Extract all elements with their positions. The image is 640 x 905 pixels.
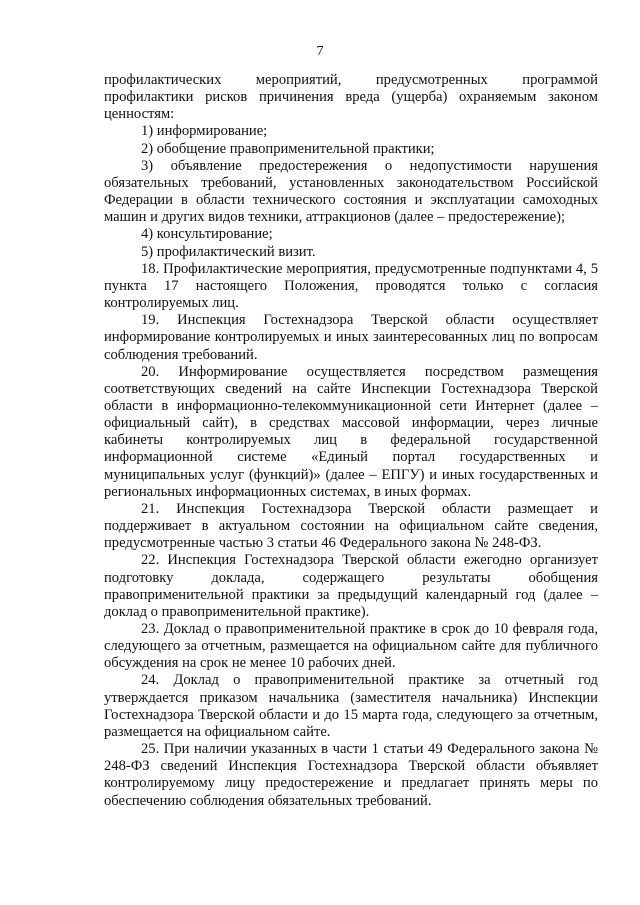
clause-22: 22. Инспекция Гостехнадзора Тверской области ежегодно организует подготовку доклада, содержащего результаты обобщения правоприменительной практики за предыдущий календарный год (далее – доклад о правоприменительной практике). (104, 552, 598, 620)
paragraph-continuation: профилактических мероприятий, предусмотренных программой профилактики рисков причинения вреда (ущерба) охраняемым законом ценностям: (104, 72, 598, 123)
list-item-consulting: 4) консультирование; (141, 226, 273, 243)
clause-25: 25. При наличии указанных в части 1 статьи 49 Федерального закона № 248-ФЗ сведений Инспекция Гостехнадзора Тверской области объявляет контролируемому лицу предостережение и предлагает принять меры по обеспечению соблюдения обязательных требований. (104, 741, 598, 809)
clause-23: 23. Доклад о правоприменительной практике в срок до 10 февраля года, следующего за отчетным, размещается на официальном сайте для публичного обсуждения на срок не менее 10 рабочих дней. (104, 621, 598, 672)
clause-24: 24. Доклад о правоприменительной практике за отчетный год утверждается приказом начальника (заместителя начальника) Инспекции Гостехнадзора Тверской области и до 15 марта года, следующего за отчетным, размещается на официальном сайте. (104, 672, 598, 740)
list-item-visit: 5) профилактический визит. (141, 243, 316, 260)
list-item-warning: 3) объявление предостережения о недопустимости нарушения обязательных требований, установленных законодательством Российской Федерации в области технического состояния и эксплуатации самоходных машин и других видов техники, аттракционов (далее – предостережение); (104, 157, 598, 226)
clause-21: 21. Инспекция Гостехнадзора Тверской области размещает и поддерживает в актуальном состоянии на официальном сайте сведения, предусмотренные частью 3 статьи 46 Федерального закона № 248-ФЗ. (104, 500, 598, 552)
page-number: 7 (316, 44, 324, 59)
clause-19: 19. Инспекция Гостехнадзора Тверской области осуществляет информирование контролируемых и иных заинтересованных лиц по вопросам соблюдения требований. (104, 312, 598, 363)
clause-20: 20. Информирование осуществляется посредством размещения соответствующих сведений на сайте Инспекции Гостехнадзора Тверской области в информационно-телекоммуникационной сети Интернет (далее – официальный сайт), в средствах массовой информации, через личные кабинеты контролируемых лиц в федеральной государственной информационной системе «Единый портал государственных и муниципальных услуг (функций)» (далее – ЕПГУ) и иных государственных и региональных информационных системах, в иных формах. (104, 363, 598, 500)
list-item-generalization: 2) обобщение правоприменительной практики; (141, 140, 435, 157)
list-item-informing: 1) информирование; (141, 123, 268, 140)
clause-18: 18. Профилактические мероприятия, предусмотренные подпунктами 4, 5 пункта 17 настоящего Положения, проводятся только с согласия контролируемых лиц. (104, 260, 598, 312)
document-body (104, 72, 598, 810)
